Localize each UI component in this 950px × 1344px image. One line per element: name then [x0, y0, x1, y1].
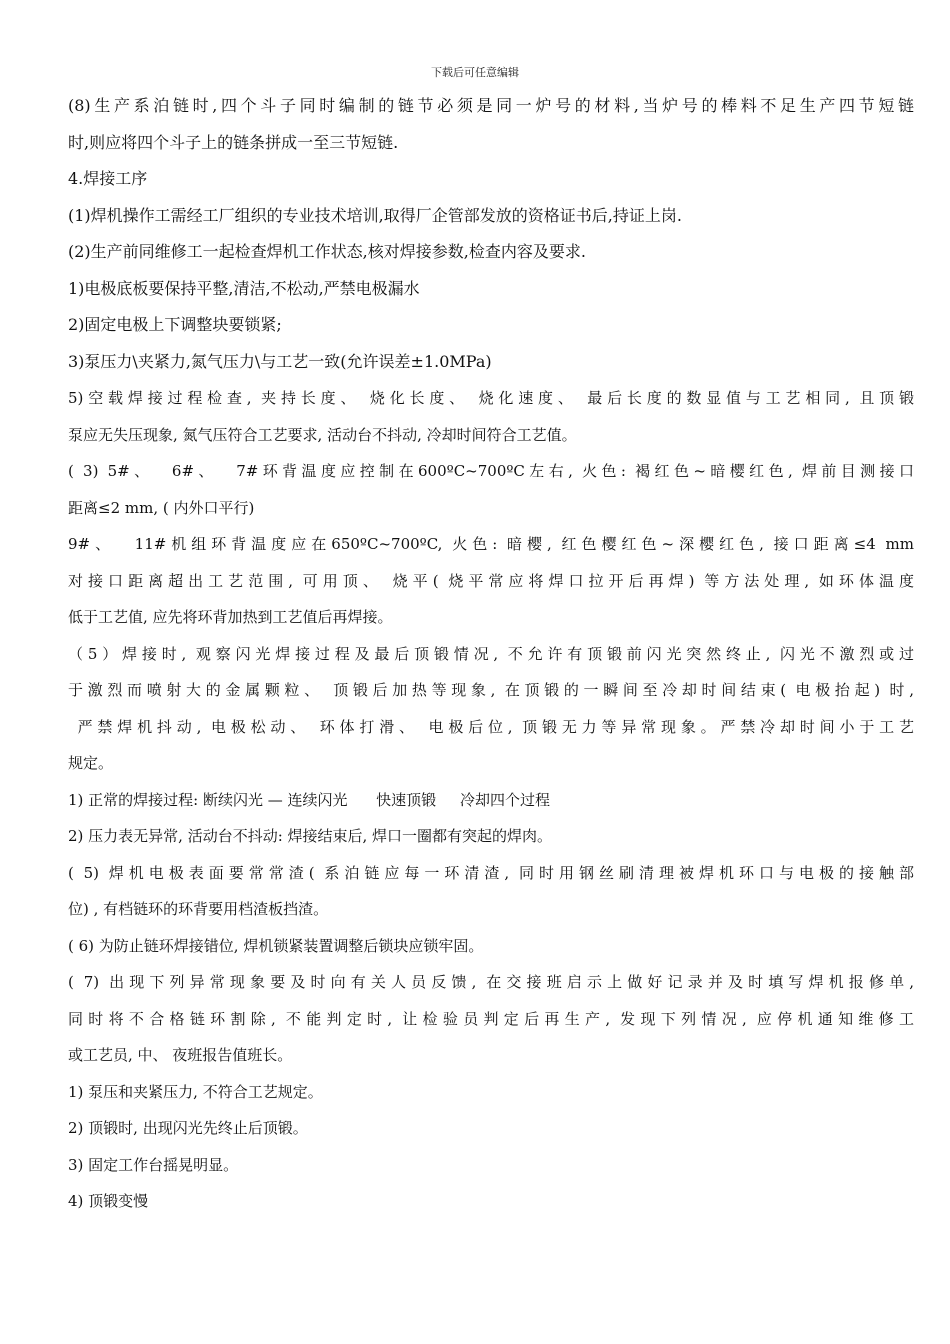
- text-line: 位) , 有档链环的环背要用档渣板挡渣。: [68, 900, 329, 918]
- text-line: 2)固定电极上下调整块要锁紧;: [68, 315, 282, 334]
- text-line: 3) 固定工作台摇晃明显。: [68, 1155, 239, 1174]
- text-line: 1)电极底板要保持平整,清洁,不松动,严禁电极漏水: [68, 278, 420, 298]
- document-body: [68, 88, 914, 1220]
- section-heading: 4.焊接工序: [68, 169, 148, 188]
- text-line: 或工艺员, 中、 夜班报告值班长。: [68, 1046, 293, 1064]
- text-line: 规定。: [68, 754, 114, 772]
- text-line: 对接口距离超出工艺范围, 可用顶、 烧平( 烧平常应将焊口拉开后再焊) 等方法处理, 如环体温度: [68, 571, 914, 590]
- text-line: （5）焊接时, 观察闪光焊接过程及最后顶锻情况, 不允许有顶锻前闪光突然终止, 闪光不激烈或过: [68, 644, 914, 663]
- text-line: ( 6) 为防止链环焊接错位, 焊机锁紧装置调整后锁块应锁牢固。: [68, 936, 484, 955]
- text-line: 1) 正常的焊接过程: 断续闪光 — 连续闪光 快速顶锻 冷却四个过程: [68, 790, 550, 809]
- text-line: 2) 顶锻时, 出现闪光先终止后顶锻。: [68, 1119, 308, 1137]
- text-line: ( 5) 焊机电极表面要常常渣( 系泊链应每一环清渣, 同时用钢丝刷清理被焊机环口与电极的接触部: [68, 863, 914, 882]
- text-line: 9#、 11#机组环背温度应在650ºC~700ºC, 火色: 暗樱, 红色樱红色~深樱红色, 接口距离≤4 mm: [68, 535, 914, 553]
- text-line: ( 3) 5#、 6#、 7#环背温度应控制在600ºC~700ºC左右, 火色: 褐红色~暗樱红色, 焊前目测接口: [68, 462, 914, 480]
- text-line: 1) 泵压和夹紧压力, 不符合工艺规定。: [68, 1082, 323, 1101]
- page-header-note: 下载后可任意编辑: [431, 66, 519, 79]
- text-line: 距离≤2 mm, ( 内外口平行): [68, 498, 255, 517]
- text-line: ( 7) 出现下列异常现象要及时向有关人员反馈, 在交接班启示上做好记录并及时填写焊机报修单,: [68, 973, 914, 991]
- text-line: 严禁焊机抖动, 电极松动、 环体打滑、 电极后位, 顶锻无力等异常现象。严禁冷却时间小于工艺: [68, 717, 914, 736]
- text-line: 时,则应将四个斗子上的链条拼成一至三节短链.: [68, 132, 399, 152]
- text-line: 低于工艺值, 应先将环背加热到工艺值后再焊接。: [68, 608, 393, 626]
- text-line: 泵应无失压现象, 氮气压符合工艺要求, 活动台不抖动, 冷却时间符合工艺值。: [68, 425, 577, 444]
- text-line: 同时将不合格链环割除, 不能判定时, 让检验员判定后再生产, 发现下列情况, 应停机通知维修工: [68, 1009, 914, 1028]
- text-line: 5)空载焊接过程检查, 夹持长度、 烧化长度、 烧化速度、 最后长度的数显值与工艺相同, 且顶锻: [68, 389, 914, 407]
- text-line: 2) 压力表无异常, 活动台不抖动: 焊接结束后, 焊口一圈都有突起的焊肉。: [68, 827, 553, 845]
- text-line: (2)生产前同维修工一起检查焊机工作状态,核对焊接参数,检查内容及要求.: [68, 242, 586, 261]
- text-line: 于激烈而喷射大的金属颗粒、 顶锻后加热等现象, 在顶锻的一瞬间至冷却时间结束( 电极抬起) 时,: [68, 681, 914, 699]
- text-line: (8)生产系泊链时,四个斗子同时编制的链节必须是同一炉号的材料,当炉号的棒料不足生产四节短链: [68, 96, 914, 115]
- text-line: (1)焊机操作工需经工厂组织的专业技术培训,取得厂企管部发放的资格证书后,持证上岗.: [68, 205, 682, 225]
- text-line: 4) 顶锻变慢: [68, 1192, 149, 1210]
- text-line: 3)泵压力\夹紧力,氮气压力\与工艺一致(允许误差±1.0MPa): [68, 351, 492, 371]
